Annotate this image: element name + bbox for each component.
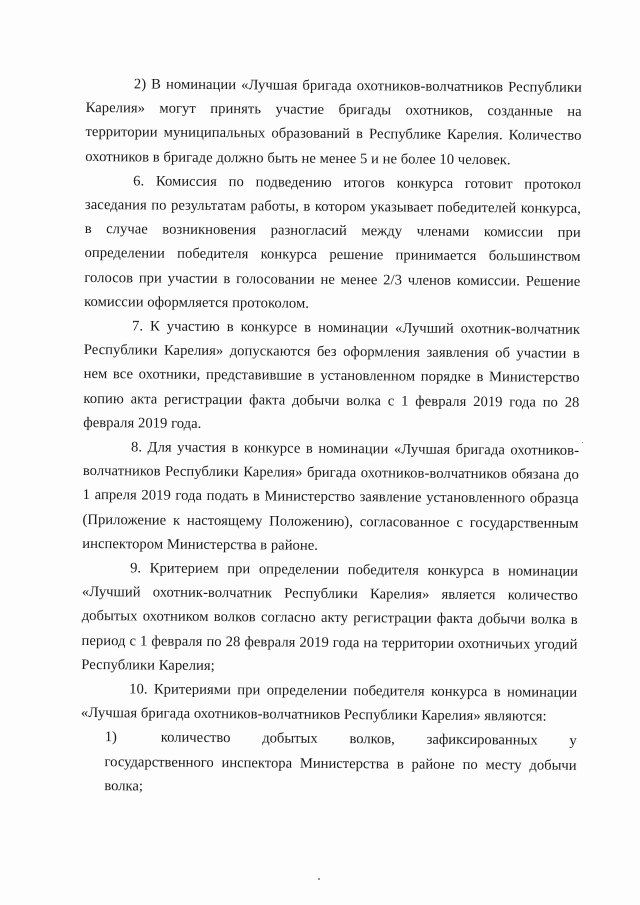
paragraph-item-9-criterion-hunter: 9. Критерием при определении победителя конкурса в номинации «Лучший охотник-волчатник Республики Карелия» является количество добытых охотником волков согласно акту регистрации факта добычи волка в период с 1 февраля по 28 февраля 2019 года на территории охотничьих угодий Республики Карелия; [81,560,579,674]
paragraph-item-8-brigade-application: 8. Для участия в конкурсе в номинации «Лучшая бригада охотников-волчатников Республики Карелия» бригада охотников-волчатников обязана до 1 апреля 2019 года подать в Министерство заявление установленного образца (Приложение к настоящему Положению), согласованное с государственным инспектором Министерства в районе. [82,439,580,554]
scan-speck [582,442,583,443]
paragraph-item-6-commission-protocol: 6. Комиссия по подведению итогов конкурса готовит протокол заседания по результатам работы, в котором указывает победителей конкурса, в случае возникновения разногласий между членами комиссии при определении победителя конкурса решение принимается большинством голосов при участии в голосовании не менее 2/3 членов комиссии. Решение комиссии оформляется протоколом. [84,173,582,312]
list-item-1-first-line [80,725,577,802]
paragraph-item-10-criteria-brigade: 10. Критериями при определении победителя конкурса в номинации «Лучшая бригада охотников-волчатников Республики Карелия» являются: [80,681,578,725]
page-dot [318,878,320,880]
paragraph-item-7-admission-hunter: 7. К участию в конкурсе в номинации «Лучший охотник-волчатник Республики Карелия» допускаются без оформления заявления об участии в нем все охотники, представившие в установленном порядке в Министерство копию акта регистрации факта добычи волка с 1 февраля 2019 года по 28 февраля 2019 года. [83,318,581,432]
list-marker: 1) [104,729,118,746]
list-item-text: количество добытых волков, зафиксированных у государственного инспектора Министерства в районе по месту добычи волка; [104,730,577,795]
paragraph-item-2-nomination-brigade: 2) В номинации «Лучшая бригада охотников-волчатников Республики Карелия» могут принять участие бригады охотников, созданные на территории муниципальных образований в Республике Карелия. Количество охотников в бригаде должно быть не менее 5 и не более 10 человек. [85,76,582,168]
document-body [80,72,582,802]
list-item-1 [80,725,577,802]
